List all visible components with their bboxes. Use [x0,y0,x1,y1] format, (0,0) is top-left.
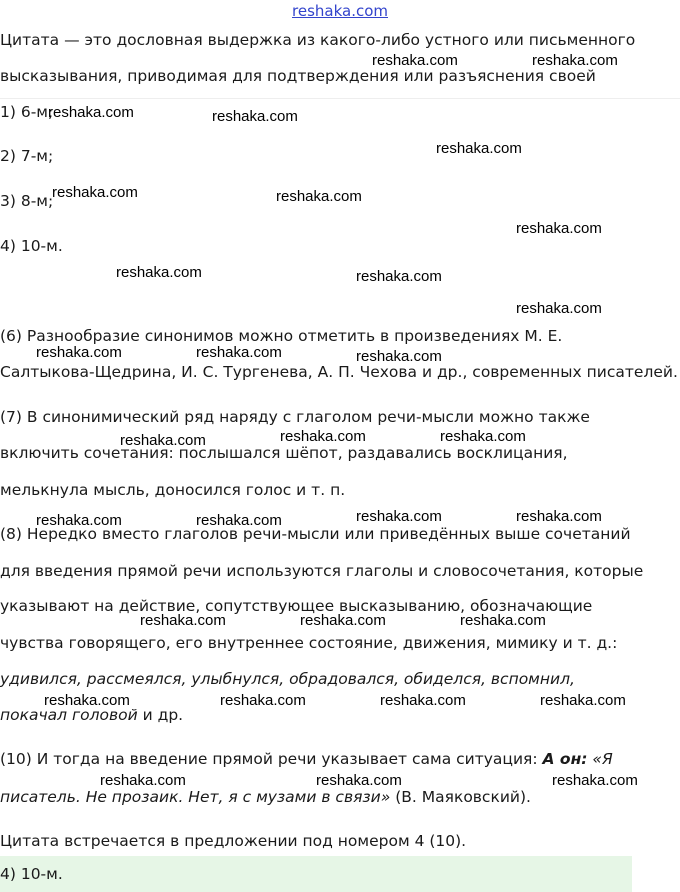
sentence-10-text: (10) И тогда на введение прямой речи указывает сама ситуация: [0,750,543,768]
watermark: reshaka.com [552,772,638,789]
sentence-10-author: (В. Маяковский). [390,788,531,806]
watermark: reshaka.com [440,428,526,445]
watermark: reshaka.com [300,612,386,629]
sentence-8-line-4: чувства говорящего, его внутреннее состояние, движения, мимику и т. д.: [0,634,618,652]
watermark: reshaka.com [212,108,298,125]
answer-box [0,856,632,892]
watermark: reshaka.com [196,512,282,529]
sentence-7-line-1: (7) В синонимический ряд наряду с глаголом речи-мысли можно также [0,408,590,426]
definition-line-1: Цитата — это дословная выдержка из какого-либо устного или письменного [0,31,636,49]
sentence-8-italic: покачал головой [0,706,138,724]
watermark: reshaka.com [516,220,602,237]
watermark: reshaka.com [52,184,138,201]
watermark: reshaka.com [460,612,546,629]
watermark: reshaka.com [540,692,626,709]
watermark: reshaka.com [44,692,130,709]
watermark: reshaka.com [120,432,206,449]
sentence-8-line-3: указывают на действие, сопутствующее высказыванию, обозначающие [0,597,593,615]
watermark: reshaka.com [196,344,282,361]
watermark: reshaka.com [532,52,618,69]
watermark: reshaka.com [516,300,602,317]
sentence-10-quote-end: писатель. Не прозаик. Нет, я с музами в связи» [0,788,391,806]
divider [0,98,680,99]
watermark: reshaka.com [316,772,402,789]
sentence-7-line-3: мелькнула мысль, доносился голос и т. п. [0,481,346,499]
sentence-6-line-1: (6) Разнообразие синонимов можно отметить в произведениях М. Е. [0,327,563,345]
sentence-10-quote-start: «Я [587,750,613,768]
sentence-6-line-2: Салтыкова-Щедрина, И. С. Тургенева, А. П. Чехова и др., современных писателей. [0,363,678,381]
sentence-8-rest: и др. [137,706,184,724]
watermark: reshaka.com [36,344,122,361]
sentence-7-line-2: включить сочетания: послышался шёпот, раздавались восклицания, [0,444,568,462]
option-4: 4) 10-м. [0,237,63,255]
watermark: reshaka.com [372,52,458,69]
sentence-10-bold: А он: [542,750,588,768]
watermark: reshaka.com [436,140,522,157]
watermark: reshaka.com [380,692,466,709]
watermark: reshaka.com [116,264,202,281]
sentence-10-line-1 [0,750,613,768]
watermark: reshaka.com [280,428,366,445]
option-3: 3) 8-м; [0,192,54,210]
sentence-8-line-5: удивился, рассмеялся, улыбнулся, обрадовался, обиделся, вспомнил, [0,670,575,688]
sentence-8-line-1: (8) Нередко вместо глаголов речи-мысли или приведённых выше сочетаний [0,525,631,543]
conclusion: Цитата встречается в предложении под номером 4 (10). [0,832,467,850]
watermark: reshaka.com [36,512,122,529]
answer-text: 4) 10-м. [0,865,63,883]
option-1: 1) 6-м; [0,103,54,121]
watermark: reshaka.com [100,772,186,789]
sentence-8-line-2: для введения прямой речи используются глаголы и словосочетания, которые [0,562,644,580]
watermark: reshaka.com [220,692,306,709]
watermark: reshaka.com [356,268,442,285]
watermark: reshaka.com [356,508,442,525]
sentence-10-line-2 [0,788,531,806]
watermark: reshaka.com [356,348,442,365]
definition-line-2: высказывания, приводимая для подтверждения или разъяснения своей [0,67,596,85]
option-2: 2) 7-м; [0,147,54,165]
site-link[interactable]: reshaka.com [292,2,388,20]
watermark: reshaka.com [516,508,602,525]
watermark: reshaka.com [140,612,226,629]
watermark: reshaka.com [48,104,134,121]
watermark: reshaka.com [276,188,362,205]
